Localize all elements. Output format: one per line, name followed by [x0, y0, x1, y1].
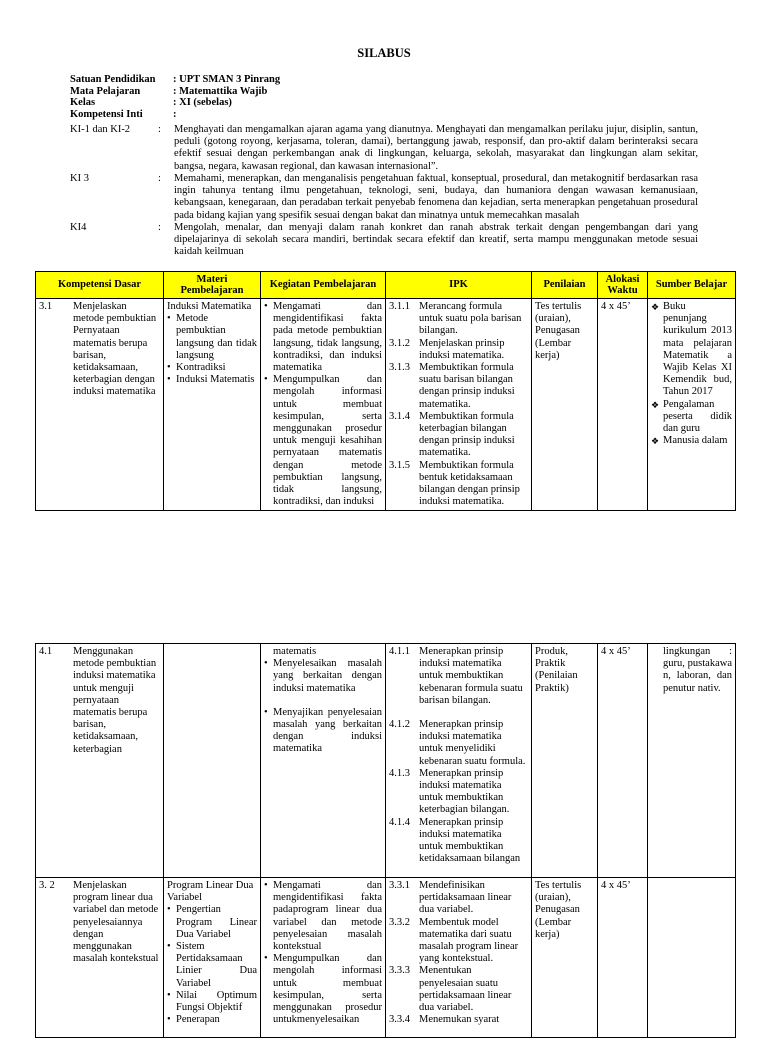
alokasi-cell: 4 x 45’ [598, 299, 648, 511]
penilaian-cell: Produk, Praktik (Penilaian Praktik) [532, 644, 598, 878]
kd-number: 3.1 [39, 301, 53, 312]
ki-colon: : [158, 222, 161, 233]
header-penilaian: Penilaian [532, 272, 598, 299]
ipk-number: 3.3.3 [389, 965, 410, 977]
kd-number: 3. 2 [39, 880, 55, 891]
ki-colon: : [158, 124, 161, 135]
header-sumber: Sumber Belajar [648, 272, 736, 299]
ipk-number: 3.1.5 [389, 459, 410, 471]
materi-item: • Penerapan [176, 1014, 257, 1026]
kegiatan-item: • Menyajikan penyelesaian masalah yang berkaitan dengan induksi matematika [273, 707, 382, 756]
identity-row [70, 97, 280, 109]
table-header-row [36, 272, 736, 299]
alokasi-cell: 4 x 45’ [598, 878, 648, 1038]
sumber-item: ❖ Manusia dalam [663, 435, 732, 447]
ipk-number: 3.3.4 [389, 1014, 410, 1026]
sumber-item: ❖ Buku penunjang kurikulum 2013 mata pelajaran Matematik a Wajib Kelas XI Kemendik bud, Tahun 2017 [663, 301, 732, 399]
ipk-text: Menerapkan prinsip induksi matematika untuk membuktikan ketidaksamaan bilangan [419, 816, 521, 865]
materi-item: • Induksi Matematis [176, 374, 257, 386]
ipk-text: Menjelaskan prinsip induksi matematika. [419, 337, 505, 361]
ipk-number: 3.1.1 [389, 301, 410, 312]
identity-label: Kompetensi Inti [70, 108, 143, 120]
ipk-cell [386, 299, 532, 511]
alokasi-cell: 4 x 45’ [598, 644, 648, 878]
identity-row [70, 86, 280, 98]
kd-cell [36, 878, 164, 1038]
header-materi: Materi Pembelajaran [164, 272, 261, 299]
materi-item: • Pengertian Program Linear Dua Variabel [176, 904, 257, 941]
ki-text: Mengolah, menalar, dan menyaji dalam ranah konkret dan ranah abstrak terkait dengan pengembangan dari yang dipelajarinya di sekolah secara mandiri, bertindak secara efektif dan kreatif, serta mampu menggunakan metode sesuai kaidah keilmuan [174, 222, 698, 258]
page-title: SILABUS [357, 46, 411, 60]
kd-cell [36, 644, 164, 878]
ki-row [70, 173, 698, 222]
ipk-text: Mendefinisikan pertidaksamaan linear dua variabel. [419, 880, 512, 916]
identity-label: Mata Pelajaran [70, 85, 141, 97]
ipk-cell [386, 878, 532, 1038]
ipk-text: Membuktikan formula suatu barisan bilangan dengan prinsip induksi matematika. [419, 362, 515, 410]
identity-value: : [173, 108, 177, 120]
sumber-continuation: lingkungan : guru, pustakawa n, laboran, dan penutur nativ. [663, 646, 732, 694]
table-row [36, 878, 736, 1038]
ki-key: KI-1 dan KI-2 [70, 124, 131, 135]
header-kegiatan: Kegiatan Pembelajaran [261, 272, 386, 299]
header-kompetensi-dasar: Kompetensi Dasar [36, 272, 164, 299]
penilaian-cell: Tes tertulis (uraian), Penugasan (Lembar kerja) [532, 299, 598, 511]
identity-label: Kelas [70, 97, 96, 108]
sumber-cell [648, 644, 736, 878]
materi-title: Program Linear Dua Variabel [167, 880, 254, 904]
table-row [36, 644, 736, 878]
ipk-text: Menentukan penyelesaian suatu pertidaksamaan linear dua variabel. [419, 965, 512, 1014]
identity-value: : XI (sebelas) [173, 97, 232, 108]
ipk-text: Menerapkan prinsip induksi matematika untuk membuktikan kebenaran formula suatu barisan bilangan. [419, 646, 523, 706]
materi-cell [164, 299, 261, 511]
ki-colon: : [158, 173, 161, 184]
ki-text: Menghayati dan mengamalkan ajaran agama yang dianutnya. Menghayati dan mengamalkan perilaku jujur, disiplin, santun, peduli (gotong royong, kerjasama, toleran, damai), bertanggung jawab, responsif, dan pro-aktif dalam berinteraksi secara efektif sesuai dengan perkembangan anak di lingkungan, keluarga, sekolah, masyarakat dan lingkungan alam sekitar, bangsa, negara, kawasan regional, dan kawasan internasional”. [174, 124, 698, 172]
syllabus-table-part2 [35, 643, 736, 1038]
kegiatan-continuation: matematis [273, 646, 317, 657]
ipk-number: 4.1.4 [389, 816, 410, 828]
ipk-number: 4.1.3 [389, 767, 410, 779]
kegiatan-item: • Mengamati dan mengidentifikasi fakta padaprogram linear dua variabel dan metode penyelesaian masalah kontekstual [273, 880, 382, 953]
identity-row [70, 109, 280, 121]
identity-label: Satuan Pendidikan [70, 74, 156, 85]
kd-text: Menjelaskan program linear dua variabel dan metode penyelesaiannya dengan menggunakan masalah kontekstual [73, 880, 159, 965]
kegiatan-cell [261, 878, 386, 1038]
materi-title: Induksi Matematika [167, 301, 252, 312]
ipk-number: 3.1.3 [389, 362, 410, 374]
kegiatan-cell [261, 644, 386, 878]
materi-item: • Kontradiksi [176, 362, 257, 374]
identity-value: : UPT SMAN 3 Pinrang [173, 74, 281, 85]
kegiatan-item: • Menyelesaikan masalah yang berkaitan dengan induksi matematika [273, 658, 382, 695]
ipk-text: Menerapkan prinsip induksi matematika untuk membuktikan keterbagian bilangan. [419, 767, 510, 816]
kegiatan-item: • Mengumpulkan dan mengolah informasi untuk membuat kesimpulan, serta menggunakan prosedur untukmenyelesaikan [273, 953, 382, 1026]
sumber-cell [648, 299, 736, 511]
ki-key: KI4 [70, 222, 87, 233]
ki-text: Memahami, menerapkan, dan menganalisis pengetahuan faktual, konseptual, prosedural, dan metakognitif berdasarkan rasa ingin tahunya tentang ilmu pengetahuan, teknologi, seni, budaya, dan humaniora dengan wawasan kemanusiaan, kebangsaan, kenegaraan, dan peradaban terkait penyebab fenomena dan kejadian, serta menerapkan pengetahuan prosedural pada bidang kajian yang spesifik sesuai dengan bakat dan minatnya untuk memecahkan masalah [174, 173, 698, 221]
ipk-text: Menemukan syarat [419, 1014, 500, 1026]
table-row [36, 299, 736, 511]
ipk-text: Membuktikan formula keterbagian bilangan dengan prinsip induksi matematika. [419, 410, 515, 459]
identity-row [70, 74, 280, 86]
materi-cell [164, 644, 261, 878]
ipk-cell [386, 644, 532, 878]
ipk-number: 4.1.1 [389, 646, 410, 657]
materi-item: • Nilai Optimum Fungsi Objektif [176, 990, 257, 1014]
ipk-number: 3.1.4 [389, 410, 410, 422]
kd-cell [36, 299, 164, 511]
ki-row [70, 124, 698, 173]
ipk-number: 3.3.2 [389, 916, 410, 928]
kegiatan-item: • Mengamati dan mengidentifikasi fakta pada metode pembuktian langsung, tidak langsung, kontradiksi, dan induksi matematika [273, 301, 382, 374]
header-alokasi: Alokasi Waktu [598, 272, 648, 299]
materi-item: • Sistem Pertidaksamaan Linier Dua Variabel [176, 941, 257, 990]
penilaian-cell: Tes tertulis (uraian), Penugasan (Lembar kerja) [532, 878, 598, 1038]
ipk-text: Merancang formula untuk suatu pola barisan bilangan. [419, 301, 522, 337]
materi-item: • Metode pembuktian langsung dan tidak langsung [176, 313, 257, 362]
kegiatan-item: • Mengumpulkan dan mengolah informasi untuk membuat kesimpulan, serta menggunakan prosedur untuk menguji kesahihan pernyataan matematis dengan metode pembuktian langsung, tidak langsung, kontradiksi, dan induksi [273, 374, 382, 508]
identity-value: : Matemattika Wajib [173, 85, 268, 97]
ipk-text: Membentuk model matematika dari suatu masalah program linear yang kontekstual. [419, 916, 519, 965]
sumber-cell [648, 878, 736, 1038]
materi-cell [164, 878, 261, 1038]
sumber-item: ❖ Pengalaman peserta didik dan guru [663, 399, 732, 436]
kd-text: Menjelaskan metode pembuktian Pernyataan matematis berupa barisan, ketidaksamaan, keterbagian dengan induksi matematika [73, 301, 157, 398]
header-ipk: IPK [386, 272, 532, 299]
ipk-text: Menerapkan prinsip induksi matematika untuk menyelidiki kebenaran suatu formula. [419, 719, 526, 767]
syllabus-table-part1 [35, 271, 736, 511]
identity-block [70, 74, 280, 120]
ipk-number: 3.1.2 [389, 337, 410, 349]
kegiatan-cell [261, 299, 386, 511]
ki-row [70, 222, 698, 259]
ipk-number: 4.1.2 [389, 719, 410, 731]
kd-number: 4.1 [39, 646, 53, 657]
kd-text: Menggunakan metode pembuktian induksi matematika untuk menguji pernyataan matematis berupa barisan, ketidaksamaan, keterbagian [73, 646, 157, 755]
ipk-number: 3.3.1 [389, 880, 410, 891]
ki-key: KI 3 [70, 173, 89, 184]
ipk-text: Membuktikan formula bentuk ketidaksamaan bilangan dengan prinsip induksi matematika. [419, 459, 520, 508]
